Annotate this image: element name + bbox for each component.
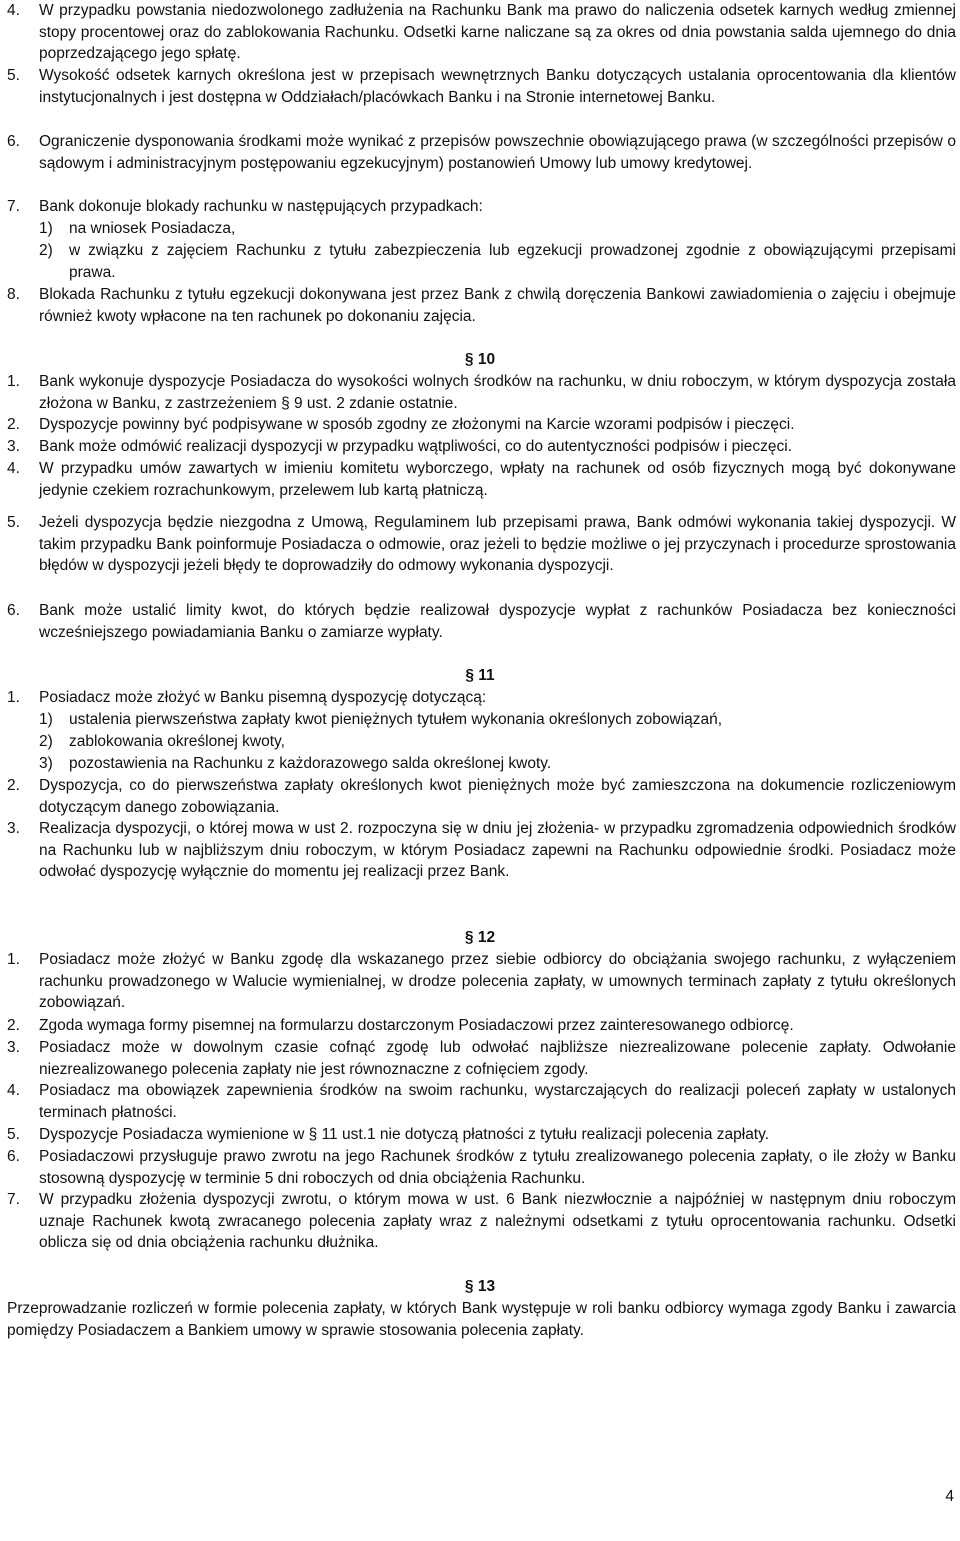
s11-item-3 (7, 818, 956, 883)
item-text: Wysokość odsetek karnych określona jest w przepisach wewnętrznych Banku dotyczących ustalania oprocentowania dla klientów instytucjonalnych i jest dostępna w Oddziałach/placówkach Banku i na Stronie internetowej Banku. (39, 67, 956, 106)
item-number: 2. (7, 1017, 20, 1034)
item-number: 4. (7, 1082, 20, 1099)
item-number: 2. (7, 416, 20, 433)
subitem-text: pozostawienia na Rachunku z każdorazowego salda określonej kwoty. (69, 755, 552, 772)
item-number: 6. (7, 602, 20, 619)
s9-sub-2 (39, 240, 956, 283)
item-text: Zgoda wymaga formy pisemnej na formularzu dostarczonym Posiadaczowi przez zainteresowanego odbiorcę. (39, 1017, 794, 1034)
item-number: 3. (7, 1039, 20, 1056)
item-number: 1. (7, 373, 20, 390)
item-text: Posiadacz może w dowolnym czasie cofnąć zgodę lub odwołać najbliższe niezrealizowane polecenie zapłaty. Odwołanie niezrealizowanego polecenia zapłaty nie jest równoznaczne z cofnięciem zgody. (39, 1039, 956, 1078)
section-heading-10: § 10 (464, 351, 496, 368)
item-number: 4. (7, 2, 20, 19)
s12-item-7 (7, 1189, 956, 1254)
subitem-text: w związku z zajęciem Rachunku z tytułu zabezpieczenia lub egzekucji prowadzonej zgodnie z obowiązującymi przepisami prawa. (69, 242, 956, 281)
item-text: Jeżeli dyspozycja będzie niezgodna z Umową, Regulaminem lub przepisami prawa, Bank odmówi wykonania takiej dyspozycji. W takim przypadku Bank poinformuje Posiadacza o odmowie, oraz jeżeli to będzie możliwe o jej przyczynach i procedurze sprostowania błędów w dyspozycji jeżeli błędy te doprowadziły do odmowy wykonania dyspozycji. (39, 514, 956, 574)
item-number: 6. (7, 133, 20, 150)
item-text: W przypadku złożenia dyspozycji zwrotu, o którym mowa w ust. 6 Bank niezwłocznie a najpóźniej w następnym dniu roboczym uznaje Rachunek kwotą zwracanego polecenia zapłaty wraz z należnymi odsetkami z tytułu oprocentowania rachunku. Odsetki oblicza się od dnia obciążenia rachunku dłużnika. (39, 1191, 956, 1251)
s10-item-3 (7, 436, 956, 458)
item-number: 8. (7, 286, 20, 303)
item-number: 3. (7, 438, 20, 455)
item-number: 7. (7, 198, 20, 215)
subitem-text: na wniosek Posiadacza, (69, 220, 236, 237)
s11-item-2 (7, 775, 956, 818)
subitem-number: 1) (39, 220, 53, 237)
s11-sub-2 (39, 731, 956, 753)
item-text: W przypadku powstania niedozwolonego zadłużenia na Rachunku Bank ma prawo do naliczenia odsetek karnych według zmiennej stopy procentowej oraz do zablokowania Rachunku. Odsetki karne naliczane są za okres od dnia powstania salda ujemnego do dnia poprzedzającego jego spłatę. (39, 2, 956, 62)
item-text: Realizacja dyspozycji, o której mowa w ust 2. rozpoczyna się w dniu jej złożenia- w przypadku zgromadzenia odpowiednich środków na Rachunku lub w najbliższym dniu roboczym, w którym Posiadacz zapewni na Rachunku odpowiednie środki. Posiadacz może odwołać dyspozycję wyłącznie do momentu jej realizacji przez Bank. (39, 820, 956, 880)
s9-item-6 (7, 131, 956, 174)
item-text: Bank dokonuje blokady rachunku w następujących przypadkach: (39, 198, 483, 215)
section-heading-13: § 13 (464, 1278, 496, 1295)
item-number: 5. (7, 67, 20, 84)
item-text: Dyspozycja, co do pierwszeństwa zapłaty określonych kwot pieniężnych może być zamieszczona na dokumencie rozliczeniowym dotyczącym danego zobowiązania. (39, 777, 956, 816)
s11-sub-1 (39, 709, 956, 731)
s9-sub-1 (39, 218, 956, 240)
s10-item-2 (7, 414, 956, 436)
item-number: 5. (7, 1126, 20, 1143)
item-number: 7. (7, 1191, 20, 1208)
item-text: Bank wykonuje dyspozycje Posiadacza do wysokości wolnych środków na rachunku, w dniu roboczym, w którym dyspozycja została złożona w Banku, z zastrzeżeniem § 9 ust. 2 zdanie ostatnie. (39, 373, 956, 412)
section-heading-11: § 11 (465, 667, 495, 684)
item-text: Bank może odmówić realizacji dyspozycji w przypadku wątpliwości, co do autentyczności podpisów i pieczęci. (39, 438, 792, 455)
s10-item-5 (7, 512, 956, 577)
subitem-text: ustalenia pierwszeństwa zapłaty kwot pieniężnych tytułem wykonania określonych zobowiązań, (69, 711, 723, 728)
item-text: Ograniczenie dysponowania środkami może wynikać z przepisów powszechnie obowiązującego prawa (w szczególności przepisów o sądowym i administracyjnym postępowaniu egzekucyjnym) postanowień Umowy lub umowy kredytowej. (39, 133, 956, 172)
s12-item-6 (7, 1146, 956, 1189)
item-text: Dyspozycje powinny być podpisywane w sposób zgodny ze złożonymi na Karcie wzorami podpisów i pieczęci. (39, 416, 795, 433)
subitem-number: 2) (39, 733, 53, 750)
item-number: 2. (7, 777, 20, 794)
s9-item-8 (7, 284, 956, 327)
s9-item-5 (7, 65, 956, 108)
s12-item-2 (7, 1015, 956, 1037)
subitem-text: zablokowania określonej kwoty, (69, 733, 285, 750)
item-text: Posiadacz może złożyć w Banku zgodę dla wskazanego przez siebie odbiorcy do obciążania swojego rachunku, z wyłączeniem rachunku prowadzonego w Walucie wymienialnej, w drodze polecenia zapłaty, w umownych terminach zapłaty z tytułu określonych zobowiązań. (39, 951, 956, 1011)
item-text: Blokada Rachunku z tytułu egzekucji dokonywana jest przez Bank z chwilą doręczenia Bankowi zawiadomienia o zajęciu i obejmuje również kwoty wpłacone na ten rachunek po dokonaniu zajęcia. (39, 286, 956, 325)
section-heading-12: § 12 (464, 929, 496, 946)
item-text: Posiadacz ma obowiązek zapewnienia środków na swoim rachunku, wystarczających do realizacji poleceń zapłaty w ustalonych terminach płatności. (39, 1082, 956, 1121)
item-text: Posiadacz może złożyć w Banku pisemną dyspozycję dotyczącą: (39, 689, 487, 706)
s9-item-4 (7, 0, 956, 65)
s11-item-1 (7, 687, 956, 709)
subitem-number: 2) (39, 242, 53, 259)
item-text: Dyspozycje Posiadacza wymienione w § 11 ust.1 nie dotyczą płatności z tytułu realizacji polecenia zapłaty. (39, 1126, 770, 1143)
s10-item-1 (7, 371, 956, 414)
item-number: 3. (7, 820, 20, 837)
s11-sub-3 (39, 753, 956, 775)
s12-item-1 (7, 949, 956, 1014)
item-text: Posiadaczowi przysługuje prawo zwrotu na jego Rachunek środków z tytułu zrealizowanego polecenia zapłaty, o ile złoży w Banku stosowną dyspozycję w terminie 5 dni roboczych od dnia obciążenia Rachunku. (39, 1148, 956, 1187)
item-number: 1. (7, 951, 20, 968)
s10-item-6 (7, 600, 956, 643)
s12-item-5 (7, 1124, 956, 1146)
s12-item-3 (7, 1037, 956, 1080)
s12-item-4 (7, 1080, 956, 1123)
item-text: W przypadku umów zawartych w imieniu komitetu wyborczego, wpłaty na rachunek od osób fizycznych mogą być dokonywane jedynie czekiem rozrachunkowym, przelewem lub kartą płatniczą. (39, 460, 956, 499)
s10-item-4 (7, 458, 956, 501)
item-number: 5. (7, 514, 20, 531)
subitem-number: 3) (39, 755, 53, 772)
item-text: Bank może ustalić limity kwot, do których będzie realizował dyspozycje wypłat z rachunków Posiadacza bez konieczności wcześniejszego powiadamiania Banku o zamiarze wypłaty. (39, 602, 956, 641)
subitem-number: 1) (39, 711, 53, 728)
page-number: 4 (945, 1488, 954, 1505)
s13-paragraph: Przeprowadzanie rozliczeń w formie polecenia zapłaty, w których Bank występuje w roli banku odbiorcy wymaga zgody Banku i zawarcia pomiędzy Posiadaczem a Bankiem umowy w sprawie stosowania polecenia zapłaty. (7, 1300, 956, 1339)
item-number: 4. (7, 460, 20, 477)
s9-item-7 (7, 196, 956, 218)
item-number: 6. (7, 1148, 20, 1165)
item-number: 1. (7, 689, 20, 706)
